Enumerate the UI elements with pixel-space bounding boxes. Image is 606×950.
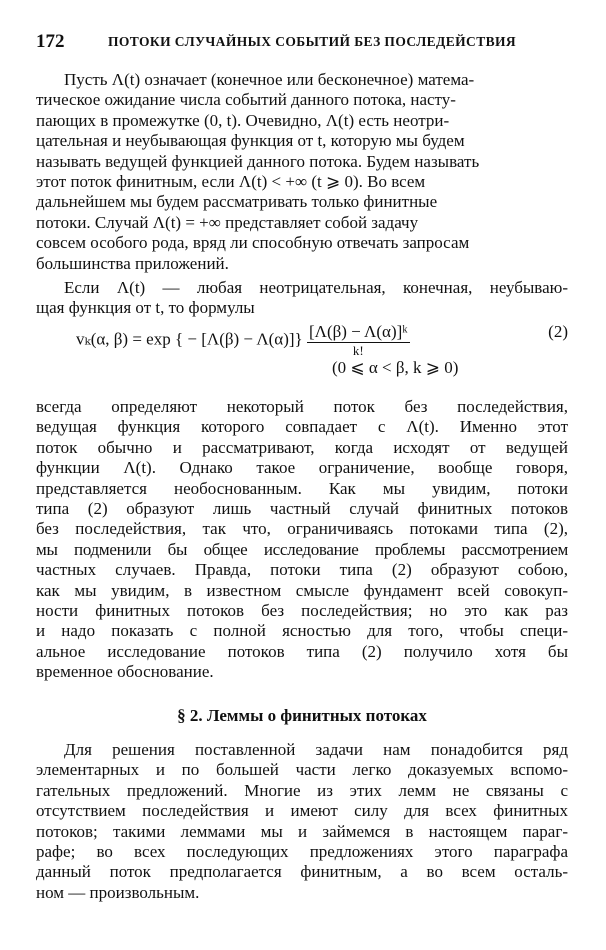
paragraph-2 [36, 278, 568, 319]
text-line: без последействия, так что, ограничиваясь потоками типа (2), [36, 519, 568, 539]
text-line: потоков; такими леммами мы и займемся в настоящем параг- [36, 821, 568, 841]
text-line: совсем особого рода, вряд ли способную отвечать запросам [36, 233, 470, 253]
fraction-denominator: k! [352, 343, 364, 358]
text-line: ведущая функция которого совпадает с Λ(t). Именно этот [36, 417, 568, 437]
text-line: называть ведущей функцией данного потока. Будем называть [36, 151, 480, 171]
paragraph-1 [36, 70, 568, 274]
text-line: поток обычно и рассматривают, когда исходят от ведущей [36, 437, 568, 457]
text-line: данный поток предполагается финитным, а во всем осталь- [36, 862, 568, 882]
text-line: большинства приложений. [36, 253, 229, 273]
formula-fraction [307, 322, 410, 359]
text-line: ном — произвольным. [36, 882, 200, 902]
text-line: мы подменили бы общее исследование проблемы рассмотрением [36, 539, 568, 559]
paragraph-3 [36, 397, 568, 683]
paragraph-4 [36, 740, 568, 903]
text-line: Если Λ(t) — любая неотрицательная, конечная, неубываю- [64, 278, 568, 297]
fraction-numerator: [Λ(β) − Λ(α)]ᵏ [308, 322, 408, 341]
text-line: и надо показать с полной ясностью для того, чтобы специ- [36, 621, 568, 641]
section-title: § 2. Леммы о финитных потоках [177, 706, 427, 725]
formula-condition: (0 ⩽ α < β, k ⩾ 0) [332, 358, 459, 377]
formula-2 [36, 322, 568, 384]
text-line: типа (2) образуют лишь частный случай финитных потоков [36, 499, 568, 519]
text-line: гательных предложений. Многие из этих лемм не связаны с [36, 780, 568, 800]
formula-lhs: vₖ(α, β) = exp { − [Λ(β) − Λ(α)]} [76, 329, 303, 349]
text-line: этот поток финитным, если Λ(t) < +∞ (t ⩾ 0). Во всем [36, 172, 426, 192]
text-line: Для решения поставленной задачи нам понадобится ряд [64, 740, 568, 759]
page-number: 172 [36, 31, 65, 52]
text-line: функции Λ(t). Однако такое ограничение, вообще говоря, [36, 458, 568, 478]
text-line: цательная и неубывающая функция от t, которую мы будем [36, 131, 465, 151]
equation-number: (2) [548, 322, 568, 341]
text-line: рафе; во всех последующих предложениях этого параграфа [36, 842, 568, 862]
text-line: пающих в промежутке (0, t). Очевидно, Λ(t) есть неотри- [36, 110, 450, 130]
text-line: ности финитных потоков без последействия; но это как раз [36, 601, 568, 621]
text-line: альное исследование потоков типа (2) получило хотя бы [36, 641, 568, 661]
text-line: представляется необоснованным. Как мы увидим, потоки [36, 478, 568, 498]
text-line: временное обоснование. [36, 662, 214, 682]
formula-main [76, 322, 410, 359]
running-head: ПОТОКИ СЛУЧАЙНЫХ СОБЫТИЙ БЕЗ ПОСЛЕДЕЙСТВИЯ [108, 34, 517, 49]
text-line: потоки. Случай Λ(t) = +∞ представляет собой задачу [36, 212, 419, 232]
text-line: отсутствием последействия и имеют силу для всех финитных [36, 801, 568, 821]
text-line: тическое ожидание числа событий данного потока, насту- [36, 90, 456, 110]
text-line: дальнейшем мы будем рассматривать только финитные [36, 192, 438, 212]
text-line: элементарных и по большей части легко доказуемых вспомо- [36, 760, 568, 780]
text-line: как мы увидим, в известном смысле фундамент всей совокуп- [36, 580, 568, 600]
text-line: частных случаев. Правда, потоки типа (2) образуют собою, [36, 560, 568, 580]
text-line: щая функция от t, то формулы [36, 298, 255, 318]
text-line: всегда определяют некоторый поток без последействия, [36, 397, 568, 416]
page-header [36, 31, 570, 55]
text-line: Пусть Λ(t) означает (конечное или бесконечное) матема- [64, 70, 475, 89]
